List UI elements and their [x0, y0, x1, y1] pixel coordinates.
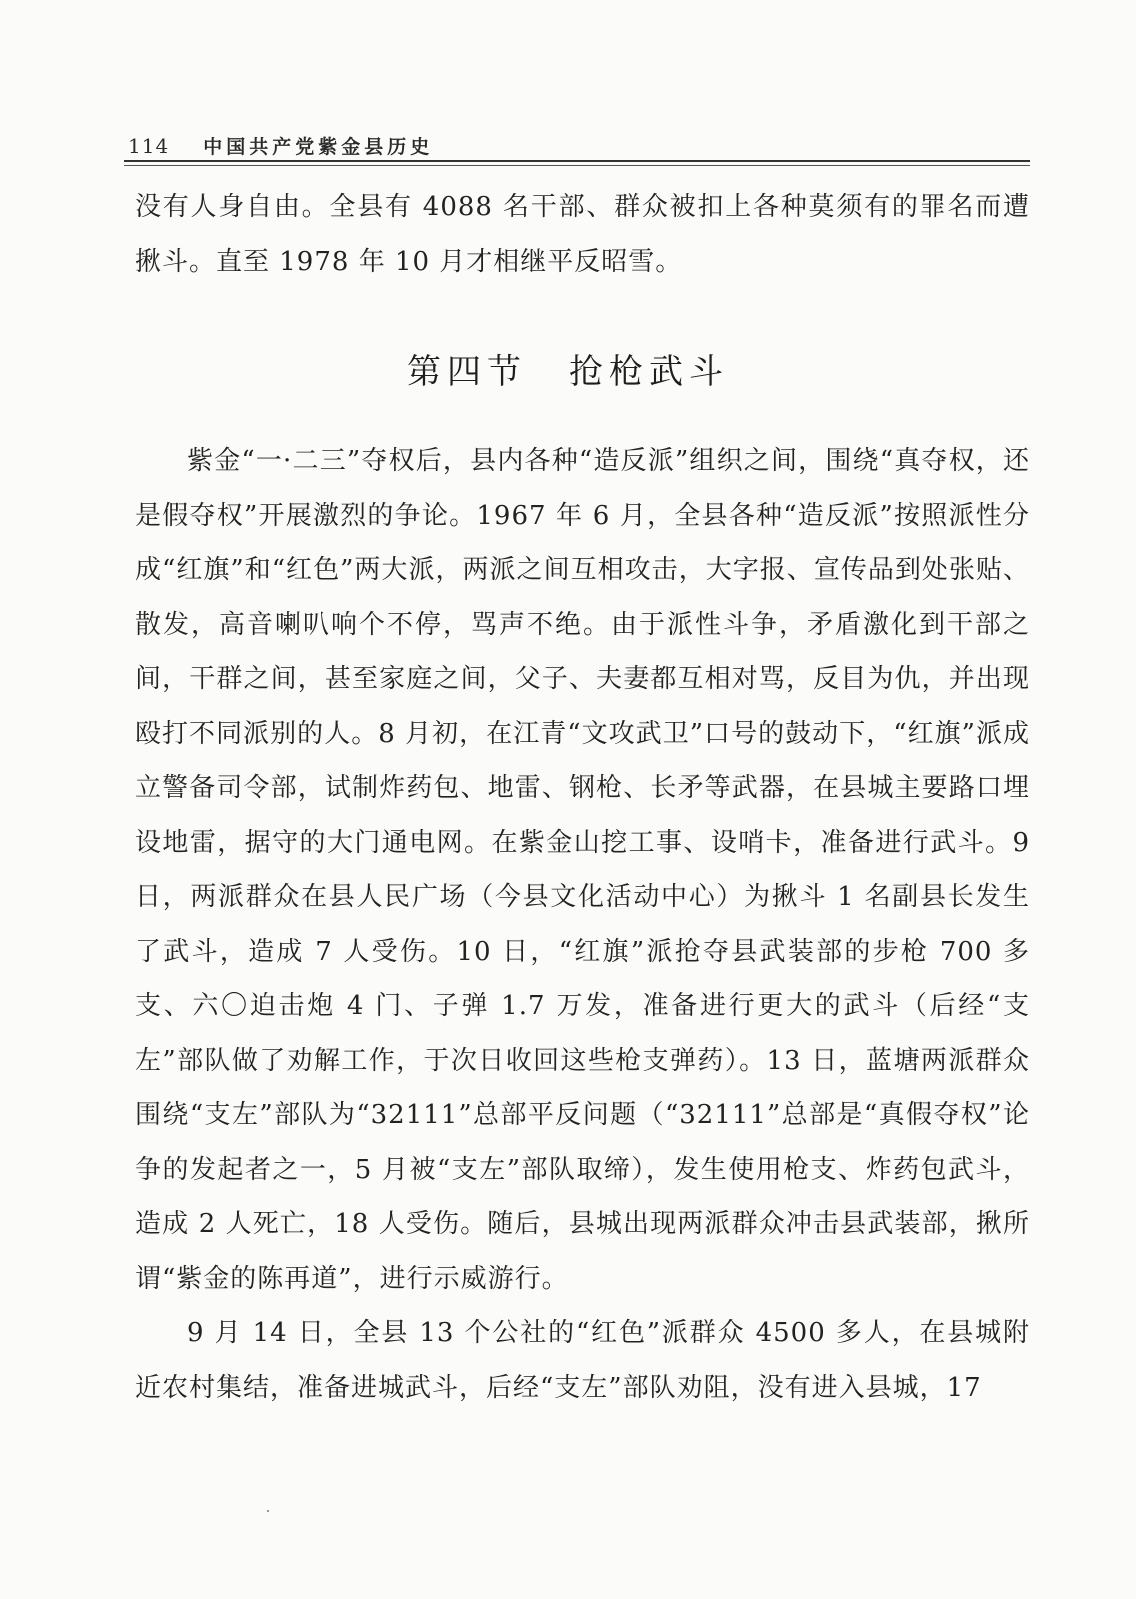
header-rule-thin	[124, 165, 1030, 166]
scan-speck	[267, 1510, 269, 1512]
header-rule	[124, 160, 1030, 162]
running-head	[128, 132, 433, 159]
paragraph-1: 紫金“一·二三”夺权后，县内各种“造反派”组织之间，围绕“真夺权，还是假夺权”开展激烈的争论。1967 年 6 月，全县各种“造反派”按照派性分成“红旗”和“红色”两大派，两派之间互相攻击，大字报、宣传品到处张贴、散发，高音喇叭响个不停，骂声不绝。由于派性斗争，矛盾激化到干部之间，干群之间，甚至家庭之间，父子、夫妻都互相对骂，反目为仇，并出现殴打不同派别的人。8 月初，在江青“文攻武卫”口号的鼓动下，“红旗”派成立警备司令部，试制炸药包、地雷、钢枪、长矛等武器，在县城主要路口埋设地雷，据守的大门通电网。在紫金山挖工事、设哨卡，准备进行武斗。9 日，两派群众在县人民广场（今县文化活动中心）为揪斗 1 名副县长发生了武斗，造成 7 人受伤。10 日，“红旗”派抢夺县武装部的步枪 700 多支、六〇迫击炮 4 门、子弹 1.7 万发，准备进行更大的武斗（后经“支左”部队做了劝解工作，于次日收回这些枪支弹药）。13 日，蓝塘两派群众围绕“支左”部队为“32111”总部平反问题（“32111”总部是“真假夺权”论争的发起者之一，5 月被“支左”部队取缔），发生使用枪支、炸药包武斗，造成 2 人死亡，18 人受伤。随后，县城出现两派群众冲击县武装部，揪所谓“紫金的陈再道”，进行示威游行。	[135, 446, 1030, 1294]
section-title: 抢枪武斗	[569, 352, 729, 392]
paragraph-2: 9 月 14 日，全县 13 个公社的“红色”派群众 4500 多人，在县城附近农村集结，准备进城武斗，后经“支左”部队劝阻，没有进入县城，17	[135, 1318, 1030, 1403]
book-title: 中国共产党紫金县历史	[203, 136, 434, 158]
paragraph-continued: 没有人身自由。全县有 4088 名干部、群众被扣上各种莫须有的罪名而遭揪斗。直至 1978 年 10 月才相继平反昭雪。	[135, 192, 1030, 277]
section-body	[135, 434, 1030, 1415]
continued-text	[135, 180, 1030, 289]
section-heading	[0, 344, 1136, 393]
page-number: 114	[128, 134, 170, 158]
section-number: 第四节	[407, 352, 527, 392]
